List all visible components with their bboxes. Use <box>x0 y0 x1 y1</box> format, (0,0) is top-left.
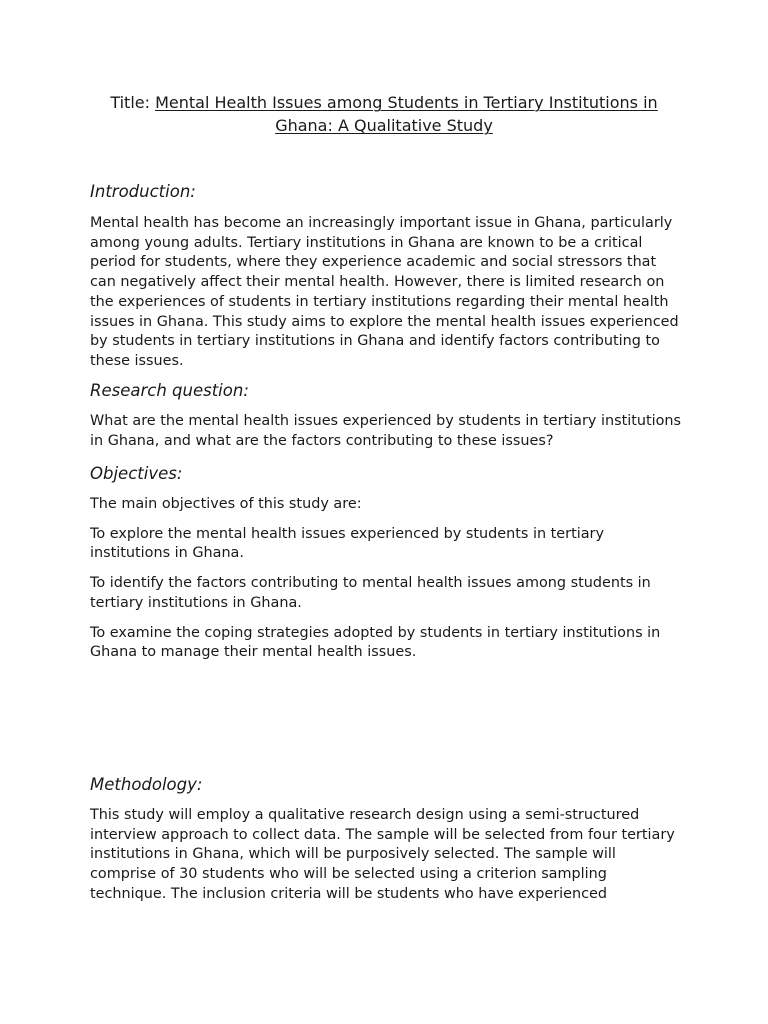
title-prefix: Title: <box>110 93 150 112</box>
section-methodology <box>90 774 686 905</box>
title-text: Mental Health Issues among Students in Tertiary Institutions in Ghana: A Qualitative Study <box>155 93 658 135</box>
section-heading-research-question: Research question: <box>90 381 249 400</box>
document-title <box>84 91 684 137</box>
research-question-paragraph: What are the mental health issues experienced by students in tertiary institutions in Ghana, and what are the factors contributing to these issues? <box>90 413 682 449</box>
section-heading-objectives: Objectives: <box>90 464 183 483</box>
objectives-intro-paragraph: The main objectives of this study are: <box>90 496 362 512</box>
introduction-paragraph: Mental health has become an increasingly important issue in Ghana, particularly among young adults. Tertiary institutions in Ghana are known to be a critical period for students, where they experience academic and social stressors that can negatively affect their mental health. However, there is limited research on the experiences of students in tertiary institutions regarding their mental health issues in Ghana. This study aims to explore the mental health issues experienced by students in tertiary institutions in Ghana and identify factors contributing to these issues. <box>90 215 679 369</box>
objective-item: To explore the mental health issues experienced by students in tertiary institutions in Ghana. <box>90 525 604 562</box>
section-heading-introduction: Introduction: <box>90 182 196 201</box>
section-introduction <box>90 181 686 372</box>
objective-item: To examine the coping strategies adopted by students in tertiary institutions in Ghana to manage their mental health issues. <box>90 624 661 661</box>
methodology-paragraph: This study will employ a qualitative research design using a semi-structured interview approach to collect data. The sample will be selected from four tertiary institutions in Ghana, which will be purposively selected. The sample will comprise of 30 students who will be selected using a criterion sampling technique. The inclusion criteria will be students who have experienced <box>90 807 675 902</box>
section-research-question <box>90 380 686 451</box>
section-heading-methodology: Methodology: <box>90 775 203 794</box>
section-objectives <box>90 463 686 663</box>
objective-item: To identify the factors contributing to mental health issues among students in tertiary institutions in Ghana. <box>90 575 651 611</box>
